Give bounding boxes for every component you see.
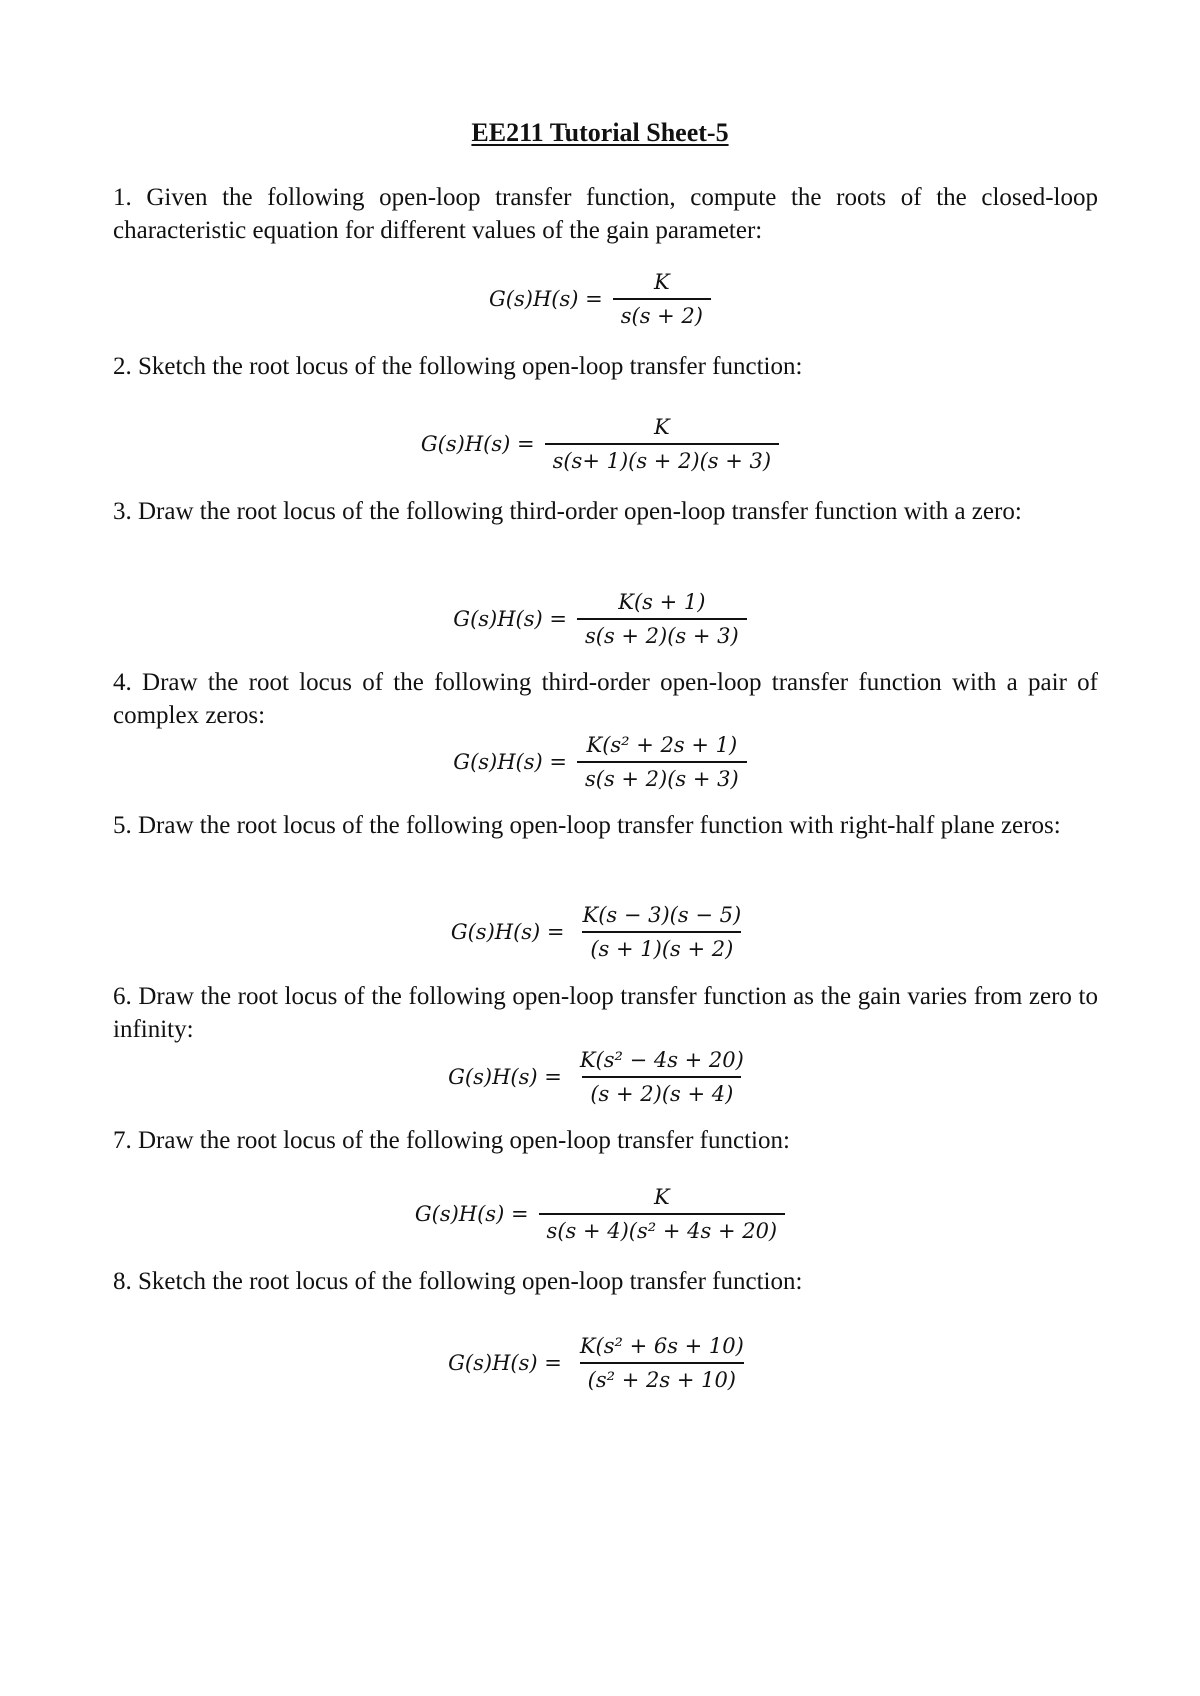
equation-lhs: G(s)H(s) = [420, 432, 535, 456]
question-7-text: 7. Draw the root locus of the following open-loop transfer function: [113, 1127, 790, 1154]
denominator: s(s + 2)(s + 3) [577, 618, 747, 648]
equation-lhs: G(s)H(s) = [448, 1351, 562, 1375]
numerator: K [653, 1185, 670, 1209]
question-1-text: 1. Given the following open-loop transfer function, compute the roots of the closed-loop characteristic equation for different values of the gain parameter: [113, 184, 1098, 244]
numerator: K(s − 3)(s − 5) [582, 903, 742, 927]
equation-lhs: G(s)H(s) = [453, 607, 567, 631]
fraction [577, 590, 747, 648]
equation-lhs: G(s)H(s) = [453, 750, 567, 774]
denominator: s(s + 2) [613, 298, 711, 328]
numerator: K [653, 415, 670, 439]
fraction [572, 1334, 752, 1392]
numerator: K(s² + 2s + 1) [586, 733, 738, 757]
numerator: K(s + 1) [618, 590, 706, 614]
fraction [545, 415, 780, 473]
question-3-text: 3. Draw the root locus of the following third-order open-loop transfer function with a zero: [113, 498, 1022, 525]
page-title: EE211 Tutorial Sheet-5 [471, 118, 729, 147]
question-4-text: 4. Draw the root locus of the following third-order open-loop transfer function with a pair of complex zeros: [113, 669, 1098, 729]
fraction [577, 733, 747, 791]
numerator: K [653, 270, 670, 294]
denominator: s(s+ 1)(s + 2)(s + 3) [545, 443, 780, 473]
question-6-text: 6. Draw the root locus of the following open-loop transfer function as the gain varies from zero to infinity: [113, 983, 1098, 1043]
question-5-equation [0, 903, 1200, 961]
question-3-equation [0, 590, 1200, 648]
question-4-equation [0, 733, 1200, 791]
question-8-text: 8. Sketch the root locus of the following open-loop transfer function: [113, 1268, 803, 1295]
denominator: s(s + 2)(s + 3) [577, 761, 747, 791]
fraction [572, 1048, 752, 1106]
question-8-equation [0, 1334, 1200, 1392]
question-1-equation [0, 270, 1200, 328]
equation-lhs: G(s)H(s) = [450, 920, 565, 944]
question-2-equation [0, 415, 1200, 473]
fraction [575, 903, 750, 961]
equation-lhs: G(s)H(s) = [489, 287, 603, 311]
equation-lhs: G(s)H(s) = [414, 1202, 529, 1226]
fraction [613, 270, 711, 328]
question-5-text: 5. Draw the root locus of the following open-loop transfer function with right-half plane zeros: [113, 812, 1061, 839]
question-2-text: 2. Sketch the root locus of the following open-loop transfer function: [113, 353, 803, 380]
denominator: s(s + 4)(s² + 4s + 20) [539, 1213, 786, 1243]
denominator: (s + 1)(s + 2) [582, 931, 741, 961]
numerator: K(s² + 6s + 10) [579, 1334, 744, 1358]
numerator: K(s² − 4s + 20) [579, 1048, 744, 1072]
question-7-equation [0, 1185, 1200, 1243]
denominator: (s² + 2s + 10) [580, 1362, 744, 1392]
denominator: (s + 2)(s + 4) [582, 1076, 741, 1106]
question-6-equation [0, 1048, 1200, 1106]
fraction [539, 1185, 786, 1243]
equation-lhs: G(s)H(s) = [448, 1065, 562, 1089]
